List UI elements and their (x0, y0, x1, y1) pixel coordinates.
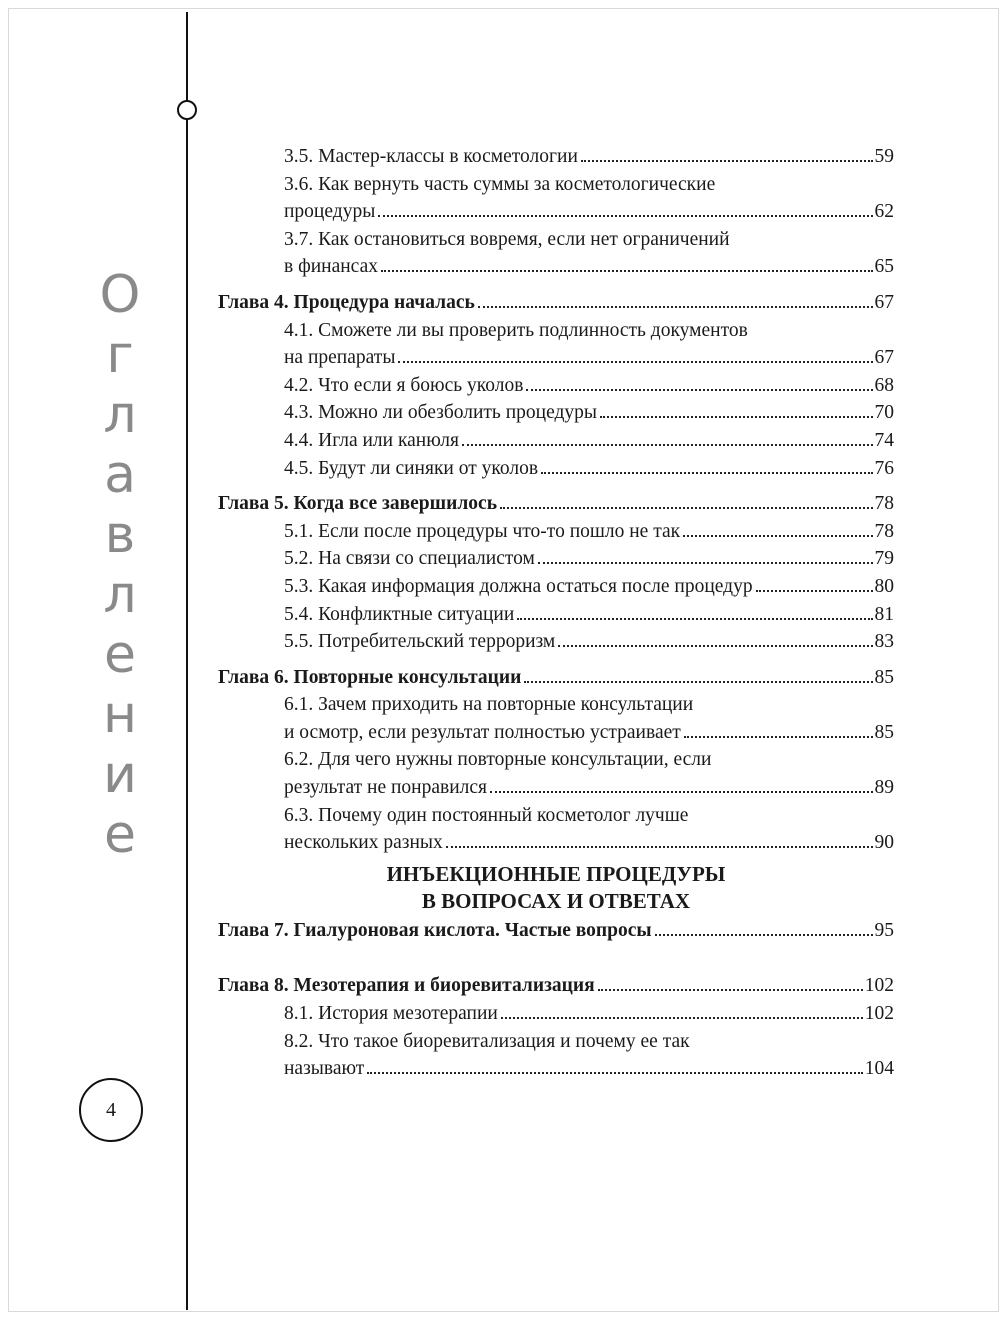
toc-page-number: 102 (864, 1003, 894, 1025)
toc-chapter (218, 664, 894, 692)
toc-page-number: 90 (874, 832, 894, 854)
side-title-letter: л (103, 565, 137, 625)
dot-leader (598, 989, 863, 991)
toc-page-number: 74 (874, 429, 894, 451)
toc-entry (218, 427, 894, 455)
toc-entry-title: 4.4. Игла или канюля (284, 429, 460, 451)
dot-leader (500, 507, 872, 509)
dot-leader (381, 270, 873, 272)
toc-chapter (218, 917, 894, 945)
dot-leader (684, 736, 873, 738)
toc-page-number: 78 (874, 520, 894, 542)
side-title-letter: и (103, 745, 137, 805)
toc-page-number: 85 (874, 721, 894, 743)
toc-entry (218, 143, 894, 171)
toc-chapter (218, 972, 894, 1000)
dot-leader (446, 846, 873, 848)
toc-page-number: 89 (874, 777, 894, 799)
toc-entry-title-line: 6.2. Для чего нужны повторные консультации, если (284, 749, 712, 771)
toc-page-number: 70 (874, 402, 894, 424)
toc-entry-title: 8.1. История мезотерапии (284, 1003, 498, 1025)
toc-chapter (218, 289, 894, 317)
dot-leader (524, 681, 872, 683)
dot-leader (501, 1017, 863, 1019)
toc-page-number: 59 (874, 146, 894, 167)
toc-entry (218, 601, 894, 629)
toc-entry-title-line: 3.6. Как вернуть часть суммы за косметологические (284, 173, 716, 195)
page-number (79, 1078, 143, 1142)
side-title-letter: в (104, 505, 136, 565)
toc-entry-title: называют (284, 1058, 365, 1080)
dot-leader (478, 306, 873, 308)
toc-page-number: 85 (874, 666, 894, 688)
toc-entry-title: 5.4. Конфликтные ситуации (284, 603, 515, 625)
dot-leader (462, 444, 872, 446)
dot-leader (756, 590, 873, 592)
toc-entry-title-line: 6.3. Почему один постоянный косметолог лучше (284, 804, 689, 826)
toc-page-number: 80 (874, 575, 894, 597)
section-heading-line: ИНЪЕКЦИОННЫЕ ПРОЦЕДУРЫ (386, 861, 726, 886)
toc-entry-title-line: 6.1. Зачем приходить на повторные консультации (284, 694, 694, 716)
toc-entry-title: на препараты (284, 347, 396, 369)
toc-chapter-title: Глава 6. Повторные консультации (218, 666, 522, 688)
toc-entry (218, 802, 894, 857)
toc-entry (218, 171, 894, 226)
toc-entry (218, 372, 894, 400)
dot-leader (517, 618, 872, 620)
dot-leader (558, 645, 872, 647)
dot-leader (683, 535, 872, 537)
toc-page-number: 83 (874, 631, 894, 653)
dot-leader (378, 215, 872, 217)
toc-entry-title: результат не понравился (284, 777, 488, 799)
dot-leader (490, 791, 872, 793)
toc-entry-title-line: 4.1. Сможете ли вы проверить подлинность документов (284, 319, 748, 341)
toc-entry (218, 691, 894, 746)
toc-page-number: 68 (874, 374, 894, 396)
toc-entry (218, 573, 894, 601)
toc-entry (218, 317, 894, 372)
toc-page-number: 65 (874, 256, 894, 278)
toc-chapter (218, 490, 894, 518)
section-heading (218, 861, 894, 915)
toc-entry-title-line: 8.2. Что такое биоревитализация и почему ее так (284, 1030, 690, 1052)
toc-entry-title: 4.2. Что если я боюсь уколов (284, 374, 524, 396)
toc-chapter-title: Глава 4. Процедура началась (218, 291, 475, 313)
toc-entry-title: 4.5. Будут ли синяки от уколов (284, 457, 539, 479)
side-title-letter: л (103, 385, 137, 445)
toc-page-number: 102 (864, 975, 894, 997)
toc-chapter-title: Глава 5. Когда все завершилось (218, 493, 498, 515)
toc-entry-title: 5.3. Какая информация должна остаться после процедур (284, 575, 753, 597)
toc-page-number: 104 (864, 1058, 894, 1080)
toc-entry-title: нескольких разных (284, 832, 443, 854)
dot-leader (526, 389, 872, 391)
side-title-letter: н (103, 685, 137, 745)
toc-entry (218, 1000, 894, 1028)
dot-leader (541, 472, 872, 474)
side-title-letter: е (104, 805, 136, 865)
toc-chapter-title: Глава 8. Мезотерапия и биоревитализация (218, 975, 595, 997)
side-title-letter: О (99, 265, 141, 325)
toc-chapter-title: Глава 7. Гиалуроновая кислота. Частые вопросы (218, 919, 652, 941)
dot-leader (367, 1072, 862, 1074)
toc-page-number: 78 (874, 493, 894, 515)
toc-entry-title: 5.5. Потребительский терроризм (284, 631, 556, 653)
table-of-contents (218, 143, 894, 1083)
dot-leader (581, 160, 873, 162)
section-heading-line: В ВОПРОСАХ И ОТВЕТАХ (421, 888, 691, 913)
toc-page-number: 95 (874, 919, 894, 941)
toc-page-number: 67 (874, 347, 894, 369)
rule-circle-ornament (177, 100, 197, 120)
toc-entry (218, 226, 894, 281)
side-title-letter: г (106, 325, 134, 385)
toc-entry-title: в финансах (284, 256, 378, 278)
dot-leader (398, 361, 872, 363)
dot-leader (538, 562, 873, 564)
toc-entry-title: 4.3. Можно ли обезболить процедуры (284, 402, 597, 424)
toc-entry (218, 545, 894, 573)
toc-entry (218, 399, 894, 427)
dot-leader (655, 934, 873, 936)
toc-entry-title-line: 3.7. Как остановиться вовремя, если нет ограничений (284, 228, 730, 250)
vertical-rule (186, 12, 188, 1310)
toc-page-number: 62 (874, 201, 894, 223)
toc-entry-title: и осмотр, если результат полностью устраивает (284, 721, 681, 743)
toc-entry-title: 5.1. Если после процедуры что-то пошло не так (284, 520, 681, 542)
dot-leader (600, 416, 873, 418)
toc-entry (218, 628, 894, 656)
toc-entry (218, 1028, 894, 1083)
side-title-letter: е (104, 625, 136, 685)
toc-entry-title: процедуры (284, 201, 376, 223)
side-title-letter: а (104, 445, 136, 505)
toc-entry (218, 455, 894, 483)
toc-entry-title: 3.5. Мастер-классы в косметологии (284, 146, 578, 167)
toc-page-number: 67 (874, 291, 894, 313)
toc-page-number: 81 (874, 603, 894, 625)
page-number-text: 4 (106, 1098, 116, 1121)
toc-entry (218, 746, 894, 801)
toc-entry (218, 518, 894, 546)
toc-page-number: 79 (874, 548, 894, 570)
toc-entry-title: 5.2. На связи со специалистом (284, 548, 535, 570)
toc-page-number: 76 (874, 457, 894, 479)
side-title (70, 265, 170, 865)
